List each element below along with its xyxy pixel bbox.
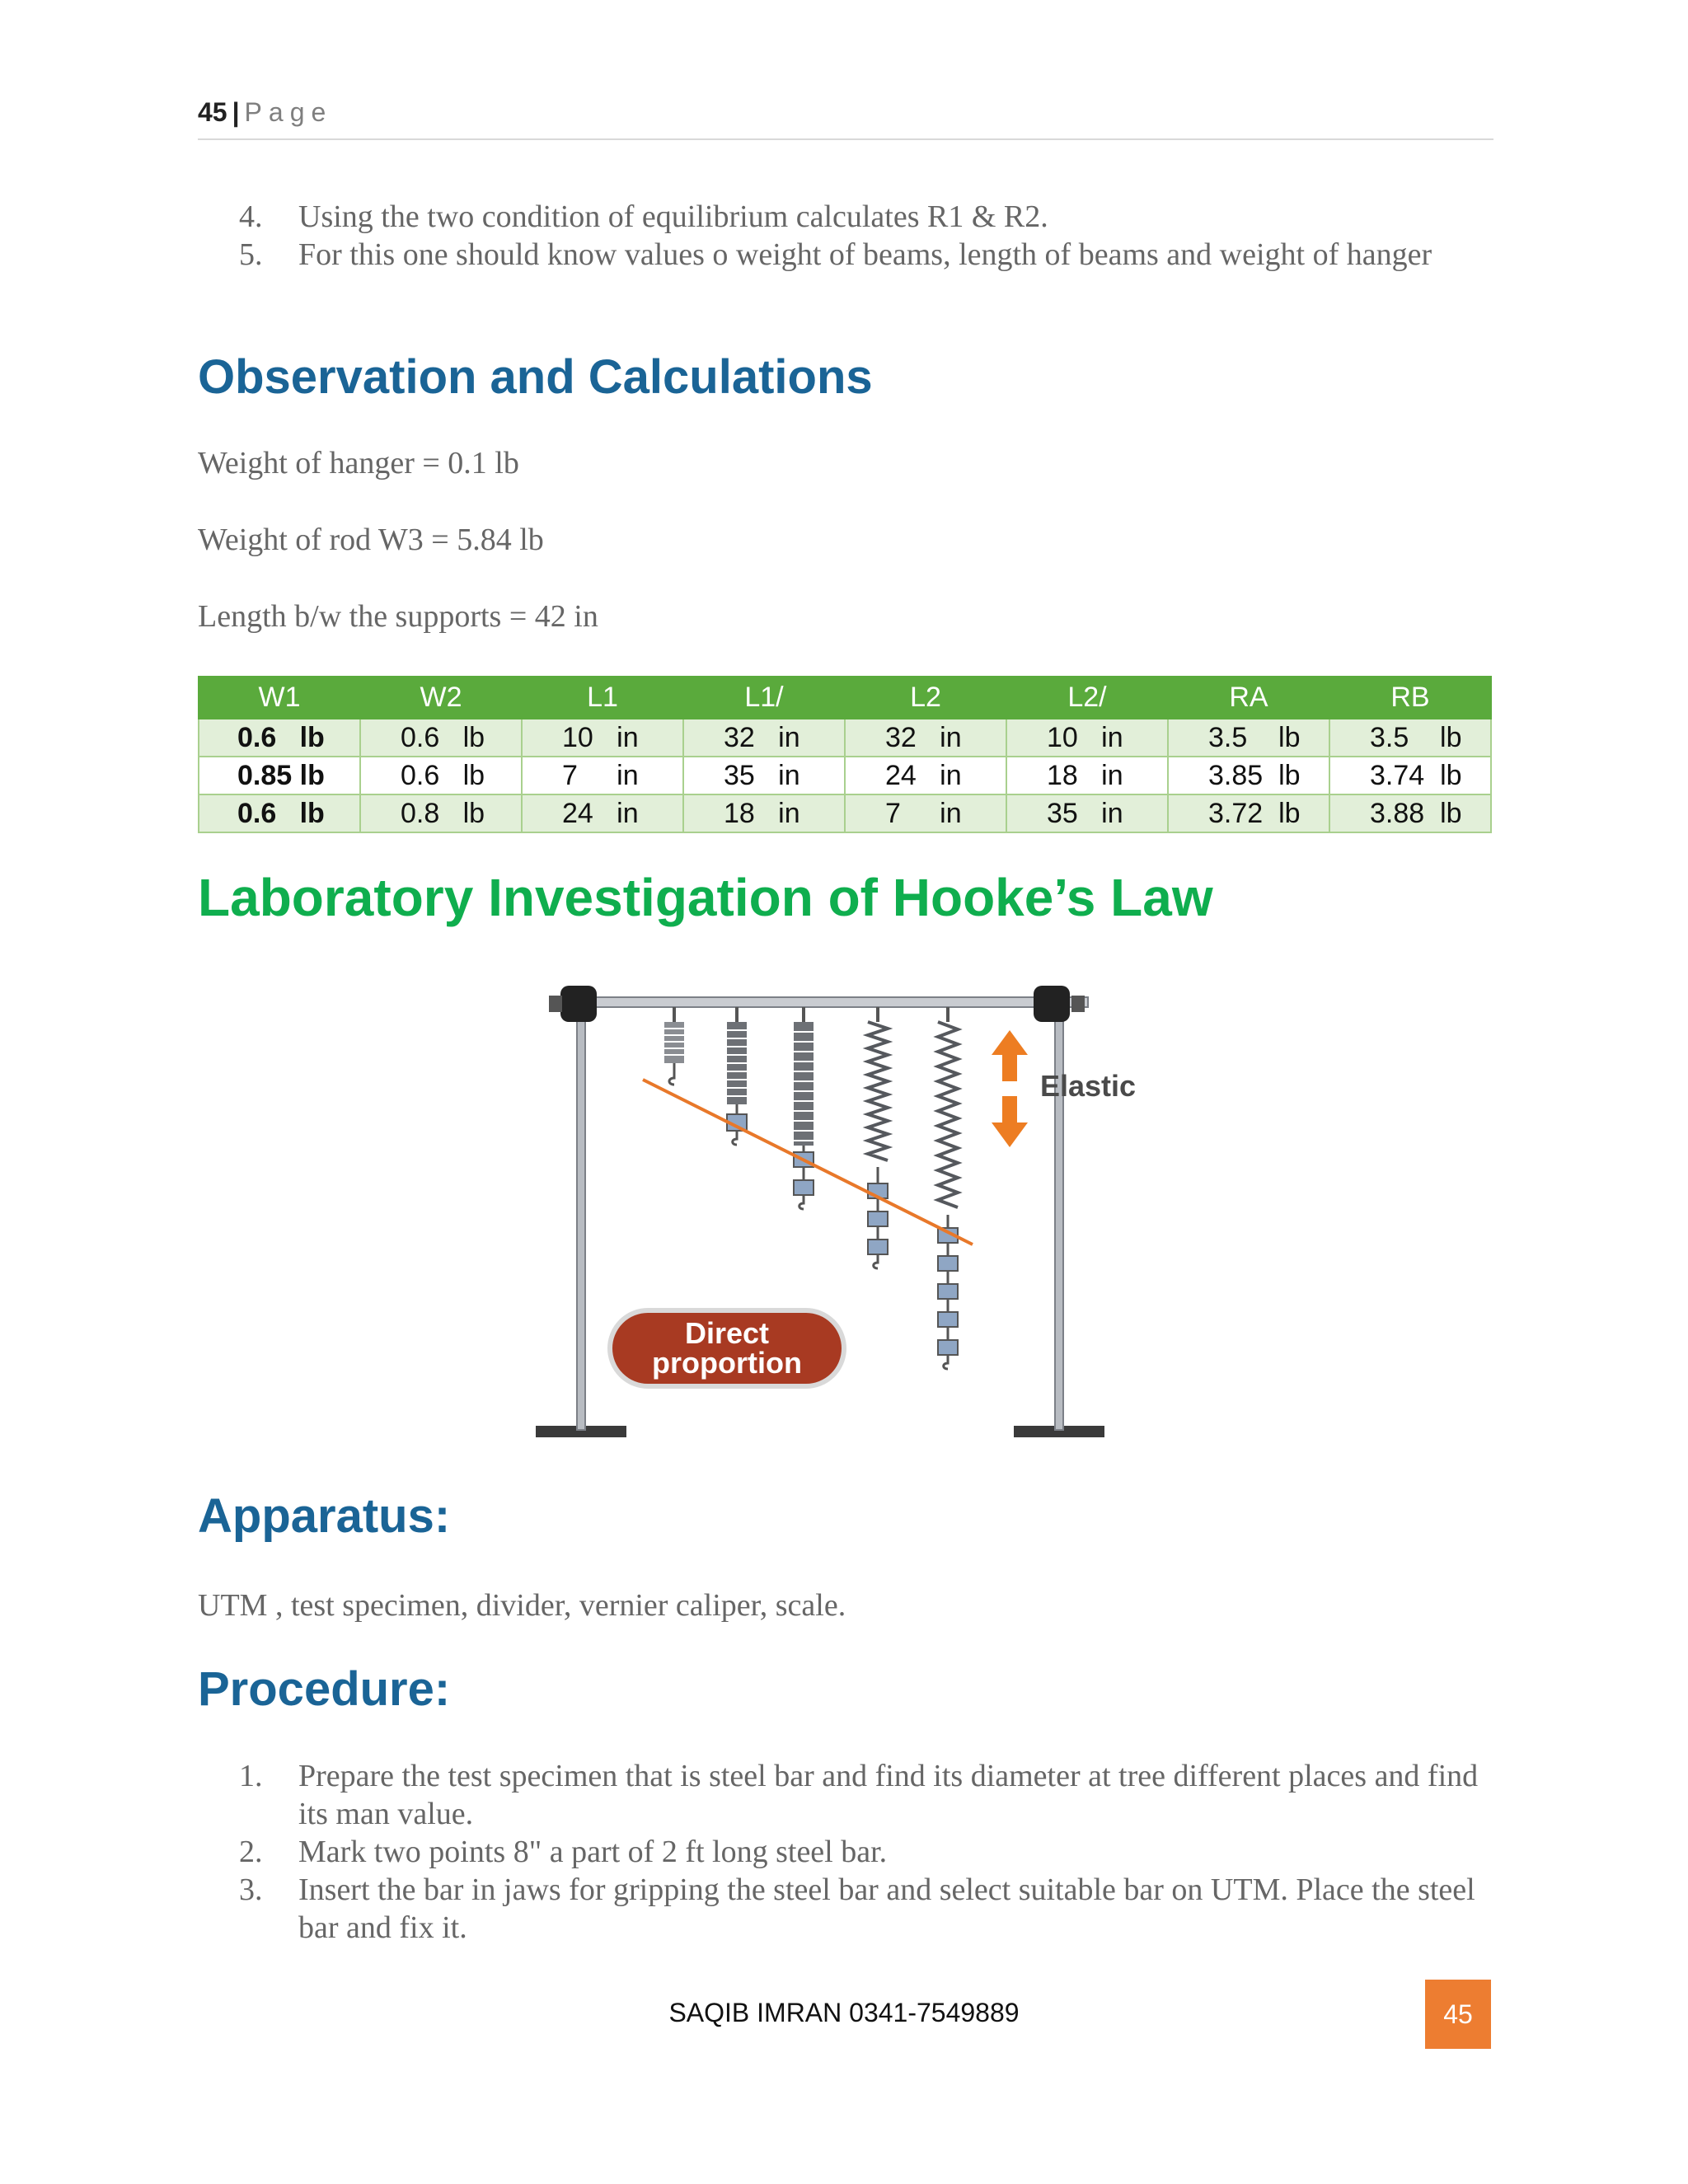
- hooke-heading: Laboratory Investigation of Hooke’s Law: [198, 868, 1213, 927]
- header-page-number: 45: [198, 97, 227, 127]
- table-row: [199, 719, 1491, 757]
- col-header-l1-prime: L1/: [683, 677, 845, 719]
- spring-3: [794, 1007, 814, 1209]
- footer-page-box: 45: [1425, 1980, 1491, 2049]
- list-item-text: Mark two points 8" a part of 2 ft long steel bar.: [298, 1835, 888, 1869]
- table-cell: 0.6 lb: [360, 757, 522, 794]
- table-cell: 3.85 lb: [1168, 757, 1329, 794]
- spring-stand-illustration: [528, 964, 1154, 1451]
- table-cell: 10 in: [1006, 719, 1168, 757]
- hanger-weight-text: Weight of hanger = 0.1 lb: [198, 446, 519, 480]
- table-cell: 7 in: [845, 794, 1006, 832]
- list-item-number: 1.: [239, 1759, 263, 1793]
- table-cell: 32 in: [683, 719, 845, 757]
- header-separator: |: [232, 97, 240, 127]
- observation-table: [198, 676, 1492, 833]
- table-cell: 0.85 lb: [199, 757, 360, 794]
- hooke-figure: [528, 964, 1154, 1451]
- header-page-word: Page: [244, 97, 333, 127]
- support-length-text: Length b/w the supports = 42 in: [198, 599, 598, 634]
- spring-1: [664, 1007, 684, 1085]
- list-item-text: Using the two condition of equilibrium calculates R1 & R2.: [298, 199, 1048, 234]
- procedure-heading: Procedure:: [198, 1662, 451, 1716]
- list-item: [239, 1871, 1492, 1947]
- table-cell: 35 in: [683, 757, 845, 794]
- footer-author: SAQIB IMRAN 0341-7549889: [668, 1998, 1020, 2027]
- elastic-label: Elastic: [1040, 1069, 1137, 1103]
- col-header-w1: W1: [199, 677, 360, 719]
- table-row: [199, 757, 1491, 794]
- list-item: [239, 1833, 1492, 1871]
- table-cell: 10 in: [522, 719, 683, 757]
- badge-line-2: proportion: [652, 1346, 802, 1380]
- list-item-number: 5.: [239, 237, 263, 272]
- apparatus-text: UTM , test specimen, divider, vernier caliper, scale.: [198, 1588, 846, 1623]
- list-item: [239, 1757, 1492, 1833]
- badge-line-1: Direct: [684, 1316, 770, 1350]
- list-item-number: 2.: [239, 1835, 263, 1869]
- table-cell: 0.8 lb: [360, 794, 522, 832]
- col-header-rb: RB: [1329, 677, 1491, 719]
- table-cell: 18 in: [1006, 757, 1168, 794]
- right-post: [1055, 997, 1063, 1430]
- table-cell: 32 in: [845, 719, 1006, 757]
- table-cell: 18 in: [683, 794, 845, 832]
- left-clamp-knob: [549, 996, 562, 1012]
- col-header-l2: L2: [845, 677, 1006, 719]
- table-cell: 3.88 lb: [1329, 794, 1491, 832]
- list-item-text: Insert the bar in jaws for gripping the steel bar and select suitable bar on UTM. Place the steel bar and fix it.: [298, 1872, 1475, 1945]
- page-header: [198, 97, 1493, 140]
- list-item-text: Prepare the test specimen that is steel bar and find its diameter at tree different places and find its man value.: [298, 1759, 1479, 1831]
- procedure-steps-list: [239, 1757, 1492, 1947]
- left-clamp: [560, 986, 597, 1022]
- col-header-l2-prime: L2/: [1006, 677, 1168, 719]
- table-cell: 0.6 lb: [360, 719, 522, 757]
- top-bar: [560, 997, 1088, 1007]
- spring-5: [938, 1007, 958, 1369]
- table-row: [199, 794, 1491, 832]
- up-arrow-icon: [992, 1030, 1028, 1081]
- right-clamp-knob: [1071, 996, 1085, 1012]
- table-cell: 0.6 lb: [199, 794, 360, 832]
- list-item: [239, 198, 1492, 236]
- table-cell: 3.5 lb: [1168, 719, 1329, 757]
- list-item-number: 3.: [239, 1872, 263, 1907]
- right-clamp: [1034, 986, 1070, 1022]
- left-post: [577, 997, 585, 1430]
- table-cell: 3.72 lb: [1168, 794, 1329, 832]
- apparatus-heading: Apparatus:: [198, 1489, 451, 1543]
- table-cell: 3.5 lb: [1329, 719, 1491, 757]
- list-item-number: 4.: [239, 199, 263, 234]
- list-item-text: For this one should know values o weight of beams, length of beams and weight of hanger: [298, 237, 1432, 272]
- table-cell: 24 in: [522, 794, 683, 832]
- spring-4: [868, 1007, 888, 1268]
- down-arrow-icon: [992, 1096, 1028, 1147]
- observation-heading: Observation and Calculations: [198, 350, 873, 404]
- rod-weight-text: Weight of rod W3 = 5.84 lb: [198, 523, 544, 557]
- intro-steps-list: [239, 198, 1492, 274]
- table-cell: 0.6 lb: [199, 719, 360, 757]
- table-cell: 35 in: [1006, 794, 1168, 832]
- table-header-row: [199, 677, 1491, 719]
- col-header-l1: L1: [522, 677, 683, 719]
- table-cell: 24 in: [845, 757, 1006, 794]
- col-header-w2: W2: [360, 677, 522, 719]
- list-item: [239, 236, 1492, 274]
- col-header-ra: RA: [1168, 677, 1329, 719]
- table-cell: 3.74 lb: [1329, 757, 1491, 794]
- table-cell: 7 in: [522, 757, 683, 794]
